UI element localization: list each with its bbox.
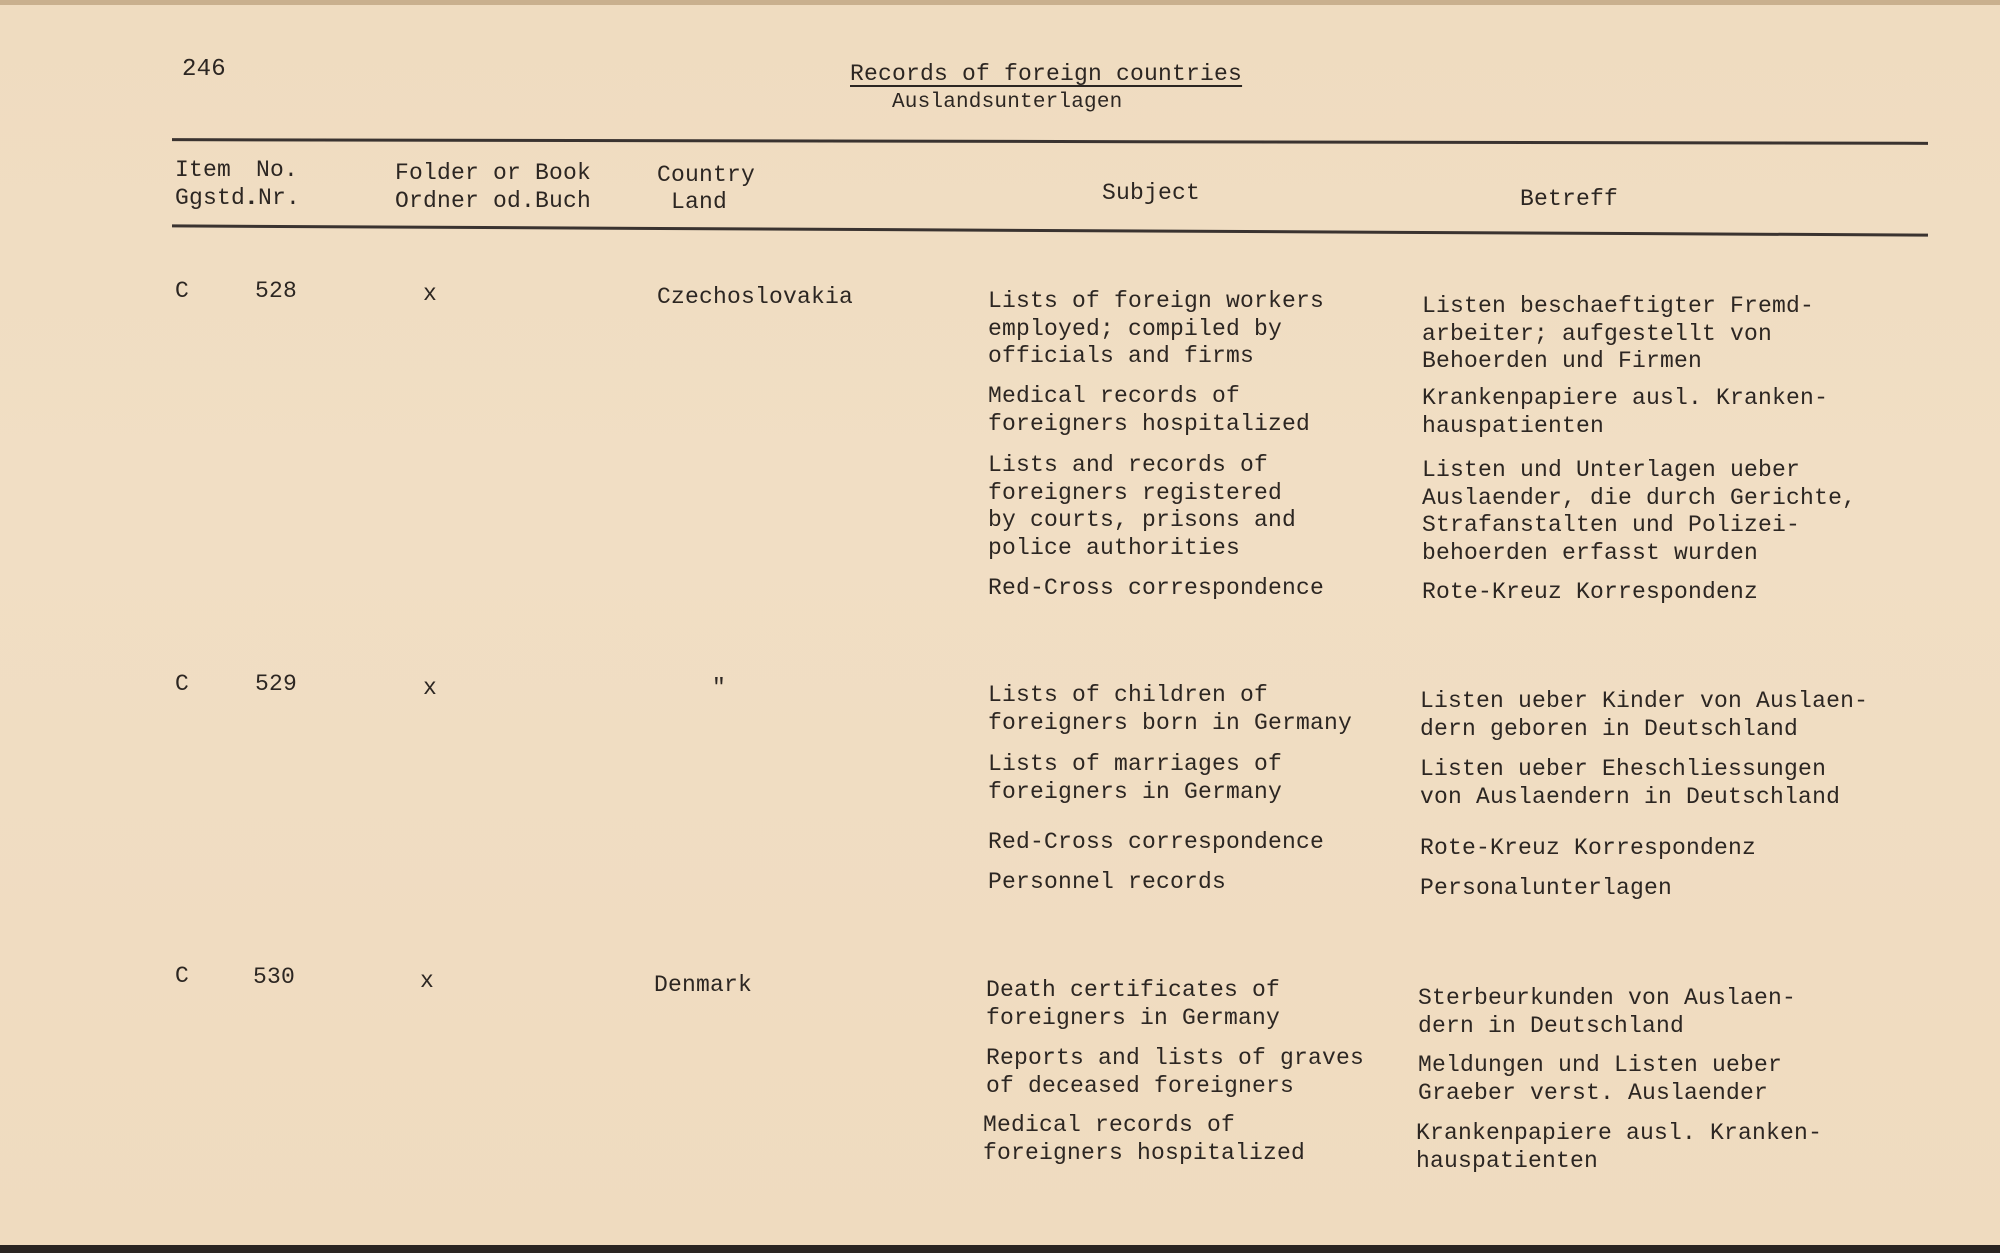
entry-folder: x	[423, 675, 438, 701]
subject-item: Red-Cross correspondence	[988, 829, 1325, 855]
subject-item: Red-Cross correspondence	[988, 575, 1325, 601]
col-header-betreff: Betreff	[1520, 186, 1619, 212]
entry-country: Denmark	[654, 972, 753, 998]
col-header-item-de: Ggstd.	[175, 185, 260, 211]
subject-item: Lists of children of foreigners born in Germany	[988, 682, 1353, 736]
betreff-item: Listen ueber Eheschliessungen von Auslaendern in Deutschland	[1420, 756, 1841, 810]
entry-item: C	[175, 278, 190, 304]
subject-item: Medical records of foreigners hospitalized	[983, 1112, 1306, 1166]
page-title: Records of foreign countries	[850, 61, 1243, 87]
col-header-subject: Subject	[1102, 180, 1201, 206]
subject-item: Lists and records of foreigners registered by courts, prisons and police authorities	[988, 452, 1297, 561]
subject-item: Medical records of foreigners hospitalized	[988, 383, 1311, 437]
page-subtitle: Auslandsunterlagen	[892, 91, 1123, 114]
col-header-no: No.	[256, 157, 299, 183]
subject-item: Lists of foreign workers employed; compiled by officials and firms	[988, 288, 1325, 369]
betreff-item: Listen ueber Kinder von Auslaen- dern geboren in Deutschland	[1420, 688, 1869, 742]
subject-item: Reports and lists of graves of deceased foreigners	[986, 1045, 1365, 1099]
betreff-item: Rote-Kreuz Korrespondenz	[1420, 835, 1757, 861]
entry-item: C	[175, 671, 190, 697]
betreff-item: Personalunterlagen	[1420, 875, 1673, 901]
betreff-item: Krankenpapiere ausl. Kranken- hauspatienten	[1422, 385, 1829, 439]
entry-item: C	[175, 963, 190, 989]
betreff-item: Krankenpapiere ausl. Kranken- hauspatienten	[1416, 1120, 1823, 1174]
entry-folder: x	[420, 968, 435, 994]
betreff-item: Rote-Kreuz Korrespondenz	[1422, 579, 1759, 605]
col-header-folder-de: Ordner od.Buch	[395, 188, 592, 214]
header-bottom-rule	[172, 224, 1928, 236]
betreff-item: Listen beschaeftigter Fremd- arbeiter; aufgestellt von Behoerden und Firmen	[1422, 293, 1815, 374]
entry-no: 528	[255, 278, 298, 304]
entry-folder: x	[423, 281, 438, 307]
col-header-country: Country	[657, 162, 756, 188]
page-bottom-edge	[0, 1245, 2000, 1253]
col-header-item: Item	[175, 157, 232, 183]
entry-no: 530	[253, 964, 296, 990]
betreff-item: Meldungen und Listen ueber Graeber verst. Auslaender	[1418, 1052, 1783, 1106]
entry-no: 529	[255, 671, 298, 697]
col-header-no-de: .Nr.	[244, 185, 301, 211]
subject-item: Death certificates of foreigners in Germany	[986, 977, 1281, 1031]
subject-item: Lists of marriages of foreigners in Germany	[988, 751, 1283, 805]
page-number: 246	[182, 56, 226, 83]
entry-country: Czechoslovakia	[657, 284, 854, 310]
betreff-item: Sterbeurkunden von Auslaen- dern in Deutschland	[1418, 985, 1797, 1039]
subject-item: Personnel records	[988, 869, 1227, 895]
betreff-item: Listen und Unterlagen ueber Auslaender, die durch Gerichte, Strafanstalten und Polizei- behoerden erfasst wurden	[1422, 457, 1857, 566]
col-header-country-de: Land	[657, 189, 728, 215]
col-header-folder: Folder or Book	[395, 160, 592, 186]
page-top-edge	[0, 0, 2000, 5]
header-top-rule	[172, 138, 1928, 145]
entry-country-ditto: "	[712, 675, 727, 701]
